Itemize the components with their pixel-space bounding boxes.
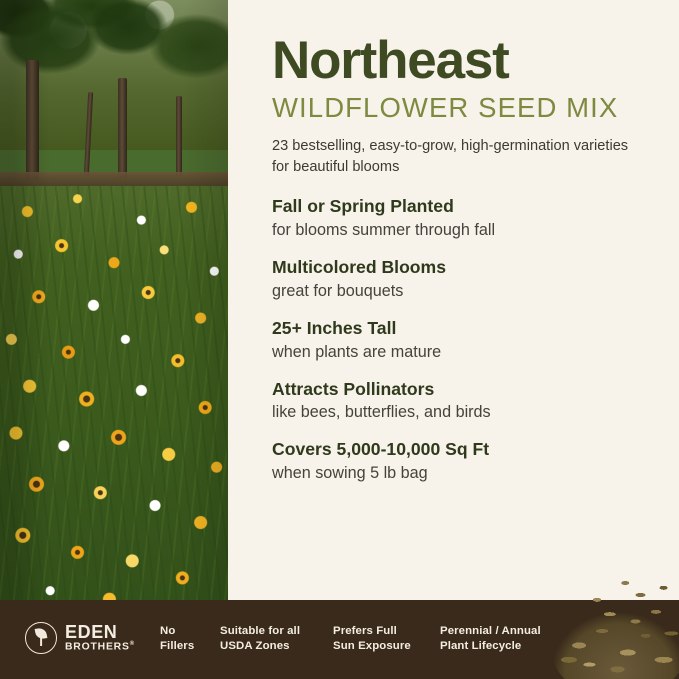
trademark-symbol: ® [129, 641, 135, 648]
footer-fact-line2: Plant Lifecycle [440, 640, 522, 653]
feature-subtext: like bees, butterflies, and birds [272, 403, 491, 422]
footer-fact-sun [333, 624, 411, 655]
product-details-panel [228, 0, 679, 612]
brand-subname-text: BROTHERS [65, 641, 130, 653]
wildflower-meadow-photo [0, 0, 228, 612]
footer-fact-line1: Perennial / Annual [440, 625, 541, 637]
footer-fact-line1: Suitable for all [220, 625, 301, 637]
footer-fact-fillers [160, 624, 194, 655]
footer-fact-line1: No [160, 625, 176, 637]
product-subtitle: WILDFLOWER SEED MIX [272, 92, 619, 124]
product-description: 23 bestselling, easy-to-grow, high-germination varieties for beautiful blooms [272, 137, 629, 175]
brand-name: EDEN [65, 621, 118, 642]
feature-heading: Attracts Pollinators [272, 378, 435, 399]
feature-item [272, 317, 645, 364]
feature-subtext: when sowing 5 lb bag [272, 464, 428, 483]
soil-edge-decoration [0, 600, 679, 607]
page-title: Northeast [272, 31, 509, 90]
photo-vignette [0, 0, 228, 612]
feature-subtext: when plants are mature [272, 342, 442, 361]
feature-subtext: for blooms summer through fall [272, 221, 496, 240]
footer-fact-line1: Prefers Full [333, 625, 397, 637]
feature-item [272, 438, 645, 485]
feature-item [272, 378, 645, 425]
footer-fact-lifecycle [440, 624, 541, 655]
footer-fact-line2: Fillers [160, 640, 195, 653]
feature-heading: Multicolored Blooms [272, 257, 446, 278]
footer-fact-zones [220, 624, 300, 655]
feature-subtext: great for bouquets [272, 281, 404, 300]
feature-heading: Fall or Spring Planted [272, 196, 454, 217]
brand-logo [25, 622, 135, 654]
feature-item [272, 195, 645, 242]
leaf-icon [25, 622, 57, 654]
feature-item [272, 256, 645, 303]
brand-wordmark [65, 623, 135, 654]
brand-subname [65, 641, 135, 653]
feature-heading: 25+ Inches Tall [272, 317, 397, 338]
footer-fact-line2: USDA Zones [220, 640, 290, 653]
feature-heading: Covers 5,000-10,000 Sq Ft [272, 439, 490, 460]
footer-bar [0, 600, 679, 679]
footer-fact-line2: Sun Exposure [333, 640, 411, 653]
